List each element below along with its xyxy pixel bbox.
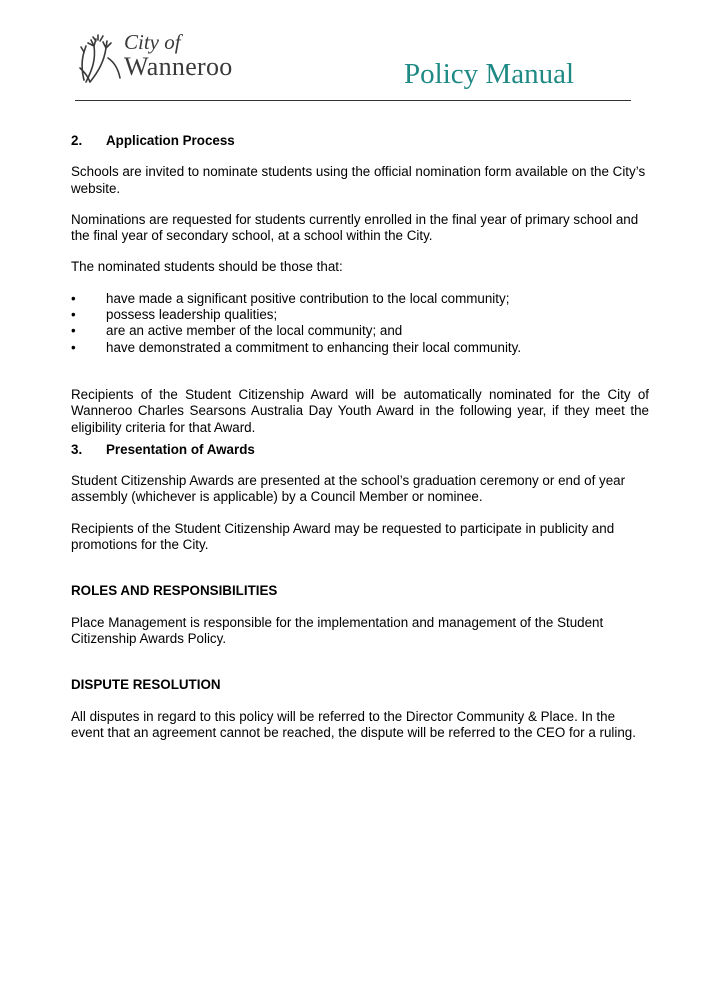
- paragraph: The nominated students should be those that:: [71, 259, 343, 275]
- section-number: 3.: [71, 441, 83, 457]
- city-logo: [78, 30, 258, 86]
- page-header: [0, 0, 706, 110]
- section-title: Presentation of Awards: [106, 441, 255, 457]
- paragraph: Schools are invited to nominate students using the official nomination form available on the City’s website.: [71, 164, 646, 196]
- criteria-list: [71, 291, 649, 356]
- paragraph: Student Citizenship Awards are presented at the school’s graduation ceremony or end of year assembly (whichever is applicable) by a Council Member or nominee.: [71, 473, 626, 505]
- paragraph: All disputes in regard to this policy will be referred to the Director Community & Place. In the event that an agreement cannot be reached, the dispute will be referred to the CEO for a ruling.: [71, 708, 636, 740]
- paragraph: Recipients of the Student Citizenship Award may be requested to participate in publicity and promotions for the City.: [71, 520, 615, 553]
- policy-manual-title: Policy Manual: [404, 58, 574, 90]
- kangaroo-paw-icon: [78, 32, 122, 84]
- list-item: • are an active member of the local community; and: [71, 323, 403, 339]
- paragraph: Place Management is responsible for the implementation and management of the Student Citizenship Awards Policy.: [71, 614, 604, 646]
- bullet-icon: •: [71, 307, 76, 323]
- list-item: • have made a significant positive contribution to the local community;: [71, 290, 510, 306]
- paragraph: Recipients of the Student Citizenship Award will be automatically nominated for the City of Wanneroo Charles Searsons Australia Day Youth Award in the following year, if they meet the eligibility criteria for that Award.: [71, 386, 649, 435]
- section-title: Application Process: [106, 133, 235, 148]
- section-2-heading: [71, 133, 649, 149]
- logo-wanneroo: Wanneroo: [124, 52, 233, 81]
- list-item: • have demonstrated a commitment to enhancing their local community.: [71, 339, 522, 355]
- bullet-icon: •: [71, 339, 76, 355]
- section-number: 2.: [71, 133, 83, 148]
- bullet-icon: •: [71, 290, 76, 306]
- dispute-heading: DISPUTE RESOLUTION: [71, 677, 221, 693]
- bullet-icon: •: [71, 323, 76, 339]
- logo-text: [124, 30, 233, 80]
- list-item: • possess leadership qualities;: [71, 307, 278, 323]
- paragraph: Nominations are requested for students currently enrolled in the final year of primary school and the final year of secondary school, at a school within the City.: [71, 211, 639, 244]
- header-divider: [75, 100, 631, 101]
- logo-city-of: City of: [124, 30, 181, 54]
- roles-heading: ROLES AND RESPONSIBILITIES: [71, 583, 278, 599]
- section-3-heading: [71, 442, 649, 458]
- document-body: [71, 133, 649, 741]
